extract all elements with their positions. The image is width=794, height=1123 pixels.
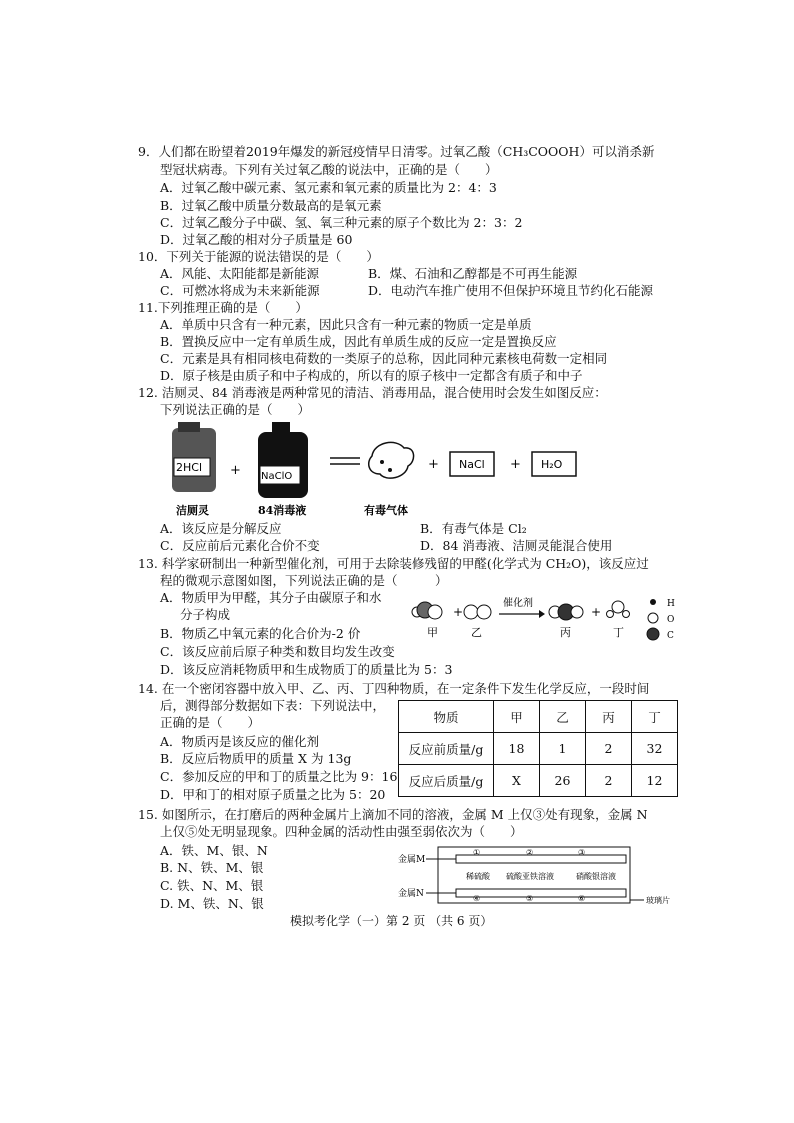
q10-option-c: C．可燃冰将成为未来新能源 (160, 283, 320, 298)
q12-option-c: C．反应前后元素化合价不变 (160, 538, 320, 553)
sol-label-1: 稀硫酸 (466, 872, 490, 881)
q13-stem-line2: 程的微观示意图如图，下列说法正确的是（ ） (160, 573, 448, 588)
q11-option-d: D．原子核是由质子和中子构成的，所以有的原子核中一定都含有质子和中子 (160, 368, 583, 383)
legend-o: O (667, 615, 675, 625)
q9-option-b: B．过氧乙酸中质量分数最高的是氧元素 (160, 198, 382, 213)
table-row (399, 733, 678, 765)
table-cell: 12 (632, 765, 678, 797)
circle-6: ⑥ (578, 894, 586, 903)
q9-stem-line1: 9．人们都在盼望着2019年爆发的新冠疫情早日清零。过氧乙酸（CH₃COOOH）可以消杀新 (138, 144, 655, 159)
table-cell: 反应前质量/g (399, 733, 494, 765)
legend-h: H (667, 599, 675, 609)
legend-o-icon (648, 613, 658, 623)
q12-option-d: D．84 消毒液、洁厕灵能混合使用 (420, 538, 613, 553)
label-bing: 丙 (560, 626, 571, 639)
q11-stem: 11.下列推理正确的是（ ） (138, 300, 308, 315)
q12-plus-2: + (428, 457, 439, 472)
svg-text:+: + (453, 605, 464, 619)
circle-4: ④ (473, 894, 481, 903)
q13-option-d: D．该反应消耗物质甲和生成物质丁的质量比为 5：3 (160, 662, 453, 677)
table-cell: 2 (586, 765, 632, 797)
q13-stem-line1: 13. 科学家研制出一种新型催化剂，可用于去除装修残留的甲醛(化学式为 CH₂O)，该反应过 (138, 556, 649, 571)
q12-reaction-figure (160, 418, 590, 518)
table-header: 丁 (632, 701, 678, 733)
q12-stem-line2: 下列说法正确的是（ ） (160, 402, 311, 417)
sol-label-2: 硫酸亚铁溶液 (506, 872, 554, 881)
table-cell: 18 (494, 733, 540, 765)
q10-option-b: B．煤、石油和乙醇都是不可再生能源 (368, 266, 578, 281)
table-header-row (399, 701, 678, 733)
q15-option-c: C. 铁、N、M、银 (160, 878, 264, 893)
q12-stem-line1: 12. 洁厕灵、84 消毒液是两种常见的清洁、消毒用品，混合使用时会发生如图反应： (138, 385, 607, 400)
q9-stem-line2: 型冠状病毒。下列有关过氧乙酸的说法中，正确的是（ ） (160, 162, 498, 177)
table-cell: 1 (540, 733, 586, 765)
disinfectant-bottle-icon (258, 422, 308, 498)
q14-option-b: B．反应后物质甲的质量 X 为 13g (160, 751, 352, 766)
q14-data-table (398, 700, 678, 797)
q15-option-d: D. M、铁、N、银 (160, 896, 264, 911)
toxic-gas-icon (369, 442, 414, 478)
q14-option-c: C．参加反应的甲和丁的质量之比为 9：16 (160, 769, 398, 784)
q15-metal-diagram (398, 845, 686, 909)
q11-option-b: B．置换反应中一定有单质生成，因此有单质生成的反应一定是置换反应 (160, 334, 557, 349)
table-header: 物质 (399, 701, 494, 733)
table-cell: 反应后质量/g (399, 765, 494, 797)
table-row (399, 765, 678, 797)
q10-stem: 10．下列关于能源的说法错误的是（ ） (138, 249, 379, 264)
q9-option-a: A．过氧乙酸中碳元素、氢元素和氧元素的质量比为 2：4：3 (160, 180, 497, 195)
label-jiecelin: 洁厕灵 (176, 504, 209, 517)
product-h2o: H₂O (541, 458, 563, 471)
sol-label-3: 硝酸银溶液 (576, 872, 616, 881)
table-header: 甲 (494, 701, 540, 733)
product-nacl: NaCl (459, 458, 485, 471)
table-cell: 32 (632, 733, 678, 765)
q9-option-d: D．过氧乙酸的相对分子质量是 60 (160, 232, 353, 247)
q13-option-c: C．该反应前后原子种类和数目均发生改变 (160, 644, 395, 659)
q14-stem-line3: 正确的是（ ） (160, 715, 261, 730)
q11-option-c: C．元素是具有相同核电荷数的一类原子的总称，因此同种元素核电荷数一定相同 (160, 351, 608, 366)
table-cell: X (494, 765, 540, 797)
table-header: 丙 (586, 701, 632, 733)
label-ding: 丁 (613, 626, 624, 639)
q13-option-a-line2: 分子构成 (180, 607, 231, 622)
q13-option-b: B．物质乙中氧元素的化合价为-2 价 (160, 626, 361, 641)
q10-option-d: D．电动汽车推广使用不但保护环境且节约化石能源 (368, 283, 654, 298)
circle-5: ⑤ (526, 894, 534, 903)
q15-option-a: A．铁、M、银、N (160, 843, 268, 858)
page-footer: 模拟考化学（一）第 2 页 （共 6 页） (290, 914, 493, 928)
label-toxic-gas: 有毒气体 (364, 504, 408, 517)
jiecelin-bottle-icon (172, 422, 216, 492)
circle-1: ① (473, 848, 481, 857)
q14-option-a: A．物质丙是该反应的催化剂 (160, 734, 320, 749)
q15-stem-line1: 15. 如图所示，在打磨后的两种金属片上滴加不同的溶液，金属 M 上仅③处有现象，金属 N (138, 807, 648, 822)
catalyst-label: 催化剂 (503, 598, 533, 609)
glass-label: 玻璃片 (646, 896, 670, 905)
table-cell: 26 (540, 765, 586, 797)
q12-plus-1: + (230, 463, 241, 478)
q15-stem-line2: 上仅⑤处无明显现象。四种金属的活动性由强至弱依次为（ ） (160, 824, 523, 839)
q12-plus-3: + (510, 457, 521, 472)
q12-option-a: A．该反应是分解反应 (160, 521, 282, 536)
q9-option-c: C．过氧乙酸分子中碳、氢、氧三种元素的原子个数比为 2：3：2 (160, 215, 523, 230)
q14-option-d: D．甲和丁的相对原子质量之比为 5：20 (160, 787, 386, 802)
q11-option-a: A．单质中只含有一种元素，因此只含有一种元素的物质一定是单质 (160, 317, 532, 332)
metal-n-label: 金属N (398, 889, 424, 899)
q13-molecule-diagram (405, 590, 690, 646)
q14-stem-line2: 后，测得部分数据如下表：下列说法中， (160, 698, 386, 713)
label-jia: 甲 (427, 626, 438, 639)
bottle1-formula: 2HCl (176, 461, 203, 474)
metal-m-label: 金属M (398, 855, 426, 865)
legend-c-icon (647, 628, 659, 640)
table-cell: 2 (586, 733, 632, 765)
q15-option-b: B. N、铁、M、银 (160, 860, 264, 875)
circle-3: ③ (578, 848, 586, 857)
table-header: 乙 (540, 701, 586, 733)
q13-option-a-line1: A．物质甲为甲醛，其分子由碳原子和水 (160, 590, 382, 605)
label-84: 84消毒液 (258, 504, 307, 517)
label-yi: 乙 (471, 626, 482, 639)
q10-option-a: A．风能、太阳能都是新能源 (160, 266, 320, 281)
bottle2-formula: NaClO (261, 471, 293, 482)
circle-2: ② (526, 848, 534, 857)
svg-text:+: + (591, 605, 602, 619)
q12-option-b: B．有毒气体是 Cl₂ (420, 521, 527, 536)
legend-c: C (667, 631, 674, 641)
legend-h-icon (650, 599, 656, 605)
q14-stem-line1: 14. 在一个密闭容器中放入甲、乙、丙、丁四种物质，在一定条件下发生化学反应，一段时间 (138, 681, 650, 696)
